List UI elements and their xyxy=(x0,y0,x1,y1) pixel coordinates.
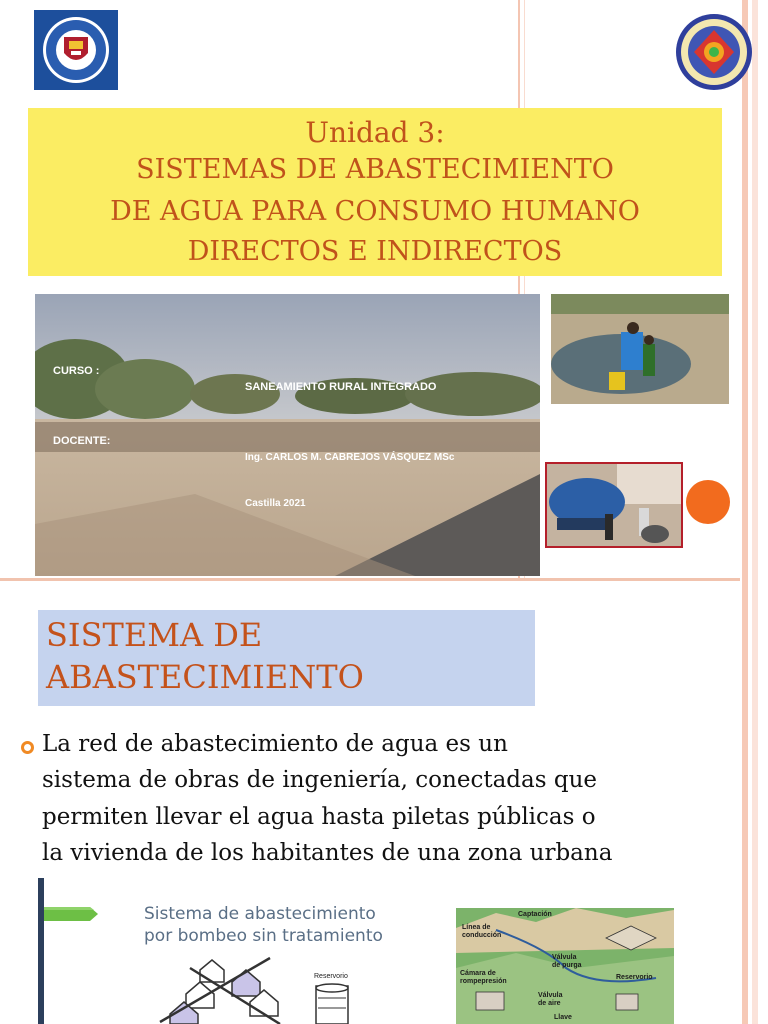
title-box xyxy=(28,108,722,276)
paragraph-line: sistema de obras de ingeniería, conectadas que xyxy=(42,767,597,793)
diagram-title: Sistema de abastecimiento xyxy=(144,904,376,924)
decorative-bar xyxy=(742,0,748,1024)
section-heading: ABASTECIMIENTO xyxy=(46,658,364,696)
diagram-label: Cámara de xyxy=(460,970,496,977)
section-heading-box xyxy=(38,610,535,706)
green-arrow-icon xyxy=(44,905,100,927)
water-collection-photo xyxy=(551,294,729,404)
title-line: DE AGUA PARA CONSUMO HUMANO xyxy=(110,196,640,227)
main-photo xyxy=(35,294,540,576)
title-line: SISTEMAS DE ABASTECIMIENTO xyxy=(136,154,614,185)
diagram-label: rompepresión xyxy=(460,978,507,985)
paragraph-line: la vivienda de los habitantes de una zona urbana xyxy=(42,840,613,866)
pumping-system-diagram xyxy=(150,948,450,1024)
decorative-bar xyxy=(752,0,758,1024)
decorative-rule xyxy=(38,878,44,1024)
caption-teacher-label: DOCENTE: xyxy=(53,435,111,447)
faculty-seal-logo xyxy=(674,12,754,92)
water-truck-photo xyxy=(545,462,683,548)
diagram-label: Línea de xyxy=(462,924,491,931)
title-line: DIRECTOS E INDIRECTOS xyxy=(187,236,563,267)
section-heading: SISTEMA DE xyxy=(46,616,263,654)
diagram-label: Válvula xyxy=(538,992,563,999)
caption-teacher-value: Ing. CARLOS M. CABREJOS VÁSQUEZ MSc xyxy=(245,452,455,463)
bullet-circle-icon xyxy=(21,741,34,754)
diagram-label: Captación xyxy=(518,911,552,918)
decorative-orange-circle xyxy=(686,480,730,524)
title-unit: Unidad 3: xyxy=(305,116,445,149)
paragraph-line: La red de abastecimiento de agua es un xyxy=(42,731,508,757)
caption-course-label: CURSO : xyxy=(53,365,100,377)
university-crest-logo xyxy=(34,10,118,90)
diagram-label: conducción xyxy=(462,932,502,939)
page-divider xyxy=(0,578,740,581)
caption-course-value: SANEAMIENTO RURAL INTEGRADO xyxy=(245,381,437,393)
caption-place-year: Castilla 2021 xyxy=(245,498,306,509)
paragraph-line: permiten llevar el agua hasta piletas públicas o xyxy=(42,804,596,830)
diagram-title: por bombeo sin tratamiento xyxy=(144,926,383,946)
diagram-label: de purga xyxy=(552,962,582,969)
gravity-system-diagram xyxy=(456,908,674,1024)
diagram-label: Válvula xyxy=(552,954,577,961)
diagram-label: de aire xyxy=(538,1000,561,1007)
diagram-label: Llave xyxy=(554,1014,572,1021)
diagram-label: Reservorio xyxy=(616,974,653,981)
reservoir-label: Reservorio xyxy=(314,973,348,980)
